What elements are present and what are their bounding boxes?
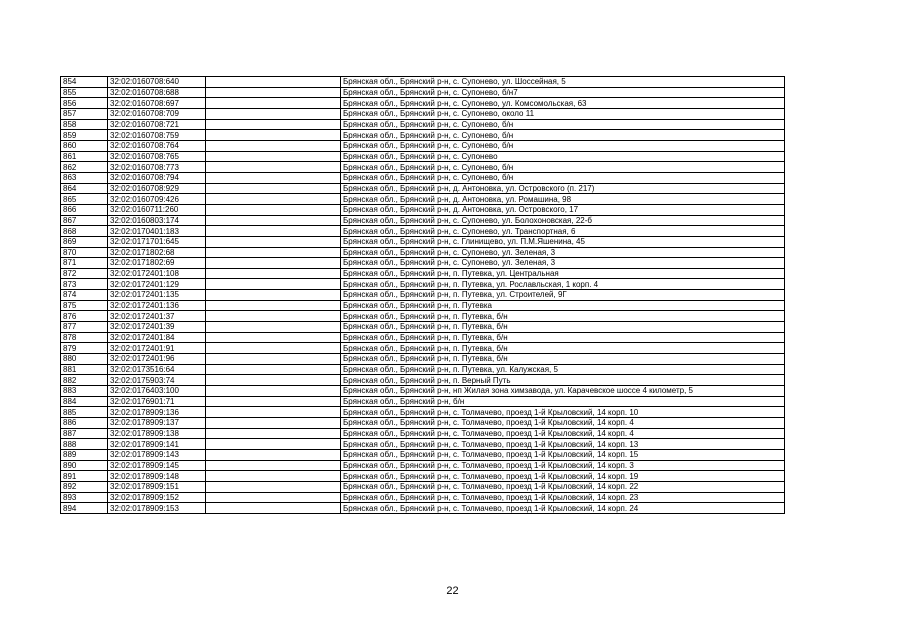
empty-cell (206, 151, 341, 162)
table-row (61, 311, 785, 322)
address: Брянская обл., Брянский р-н, с. Толмачево, проезд 1-й Крыловский, 14 корп. 15 (341, 449, 785, 460)
table-row (61, 172, 785, 183)
address: Брянская обл., Брянский р-н, с. Толмачево, проезд 1-й Крыловский, 14 корп. 13 (341, 439, 785, 450)
table-row (61, 226, 785, 237)
empty-cell (206, 247, 341, 258)
address: Брянская обл., Брянский р-н, п. Путевка, б/н (341, 332, 785, 343)
table-row (61, 407, 785, 418)
row-number: 869 (61, 236, 108, 247)
cadastral-number: 32:02:0178909:151 (108, 481, 206, 492)
address: Брянская обл., Брянский р-н, с. Толмачево, проезд 1-й Крыловский, 14 корп. 23 (341, 492, 785, 503)
table-row (61, 98, 785, 109)
address: Брянская обл., Брянский р-н, с. Супонево, б/н (341, 172, 785, 183)
table-body (61, 77, 785, 514)
cadastral-number: 32:02:0170401:183 (108, 226, 206, 237)
row-number: 870 (61, 247, 108, 258)
table-row (61, 449, 785, 460)
cadastral-number: 32:02:0172401:91 (108, 343, 206, 354)
address: Брянская обл., Брянский р-н, п. Путевка, б/н (341, 354, 785, 365)
empty-cell (206, 290, 341, 301)
table-row (61, 322, 785, 333)
table-row (61, 87, 785, 98)
table-row (61, 130, 785, 141)
empty-cell (206, 172, 341, 183)
address: Брянская обл., Брянский р-н, д. Антоновка, ул. Островского, 17 (341, 204, 785, 215)
table-row (61, 162, 785, 173)
cadastral-number: 32:02:0160803:174 (108, 215, 206, 226)
address: Брянская обл., Брянский р-н, с. Глинищево, ул. П.М.Яшенина, 45 (341, 236, 785, 247)
address: Брянская обл., Брянский р-н, с. Супонево, ул. Шоссейная, 5 (341, 77, 785, 88)
cadastral-number: 32:02:0175903:74 (108, 375, 206, 386)
address: Брянская обл., Брянский р-н, с. Супонево, б/н7 (341, 87, 785, 98)
row-number: 891 (61, 471, 108, 482)
address: Брянская обл., Брянский р-н, д. Антоновка, ул. Островского (п. 217) (341, 183, 785, 194)
table-row (61, 77, 785, 88)
cadastral-number: 32:02:0160708:709 (108, 108, 206, 119)
table-row (61, 300, 785, 311)
empty-cell (206, 98, 341, 109)
table-row (61, 396, 785, 407)
cadastral-number: 32:02:0160708:688 (108, 87, 206, 98)
address: Брянская обл., Брянский р-н, п. Путевка, б/н (341, 322, 785, 333)
table-row (61, 236, 785, 247)
row-number: 877 (61, 322, 108, 333)
table-row (61, 194, 785, 205)
cadastral-number: 32:02:0160708:765 (108, 151, 206, 162)
row-number: 884 (61, 396, 108, 407)
empty-cell (206, 449, 341, 460)
cadastral-number: 32:02:0160711:260 (108, 204, 206, 215)
table-row (61, 386, 785, 397)
row-number: 856 (61, 98, 108, 109)
cadastral-table (60, 76, 785, 514)
row-number: 874 (61, 290, 108, 301)
cadastral-number: 32:02:0176403:100 (108, 386, 206, 397)
page-number: 22 (446, 585, 459, 597)
cadastral-number: 32:02:0172401:108 (108, 268, 206, 279)
address: Брянская обл., Брянский р-н, п. Путевка, ул. Центральная (341, 268, 785, 279)
row-number: 883 (61, 386, 108, 397)
empty-cell (206, 119, 341, 130)
cadastral-number: 32:02:0178909:137 (108, 418, 206, 429)
address: Брянская обл., Брянский р-н, п. Путевка, б/н (341, 311, 785, 322)
cadastral-number: 32:02:0178909:145 (108, 460, 206, 471)
empty-cell (206, 343, 341, 354)
row-number: 867 (61, 215, 108, 226)
table-row (61, 119, 785, 130)
cadastral-number: 32:02:0172401:84 (108, 332, 206, 343)
row-number: 887 (61, 428, 108, 439)
table-row (61, 503, 785, 514)
row-number: 866 (61, 204, 108, 215)
cadastral-number: 32:02:0160708:759 (108, 130, 206, 141)
row-number: 861 (61, 151, 108, 162)
empty-cell (206, 108, 341, 119)
table-row (61, 418, 785, 429)
address: Брянская обл., Брянский р-н, с. Толмачево, проезд 1-й Крыловский, 14 корп. 4 (341, 428, 785, 439)
address: Брянская обл., Брянский р-н, с. Супонево, ул. Зеленая, 3 (341, 258, 785, 269)
empty-cell (206, 322, 341, 333)
row-number: 857 (61, 108, 108, 119)
empty-cell (206, 332, 341, 343)
table-row (61, 343, 785, 354)
cadastral-number: 32:02:0160708:697 (108, 98, 206, 109)
cadastral-number: 32:02:0172401:135 (108, 290, 206, 301)
row-number: 893 (61, 492, 108, 503)
cadastral-number: 32:02:0171701:645 (108, 236, 206, 247)
address: Брянская обл., Брянский р-н, с. Супонево, ул. Транспортная, 6 (341, 226, 785, 237)
empty-cell (206, 439, 341, 450)
empty-cell (206, 215, 341, 226)
empty-cell (206, 236, 341, 247)
address: Брянская обл., Брянский р-н, с. Толмачево, проезд 1-й Крыловский, 14 корп. 24 (341, 503, 785, 514)
row-number: 875 (61, 300, 108, 311)
table-row (61, 428, 785, 439)
row-number: 854 (61, 77, 108, 88)
row-number: 859 (61, 130, 108, 141)
table-row (61, 471, 785, 482)
cadastral-number: 32:02:0178909:153 (108, 503, 206, 514)
row-number: 865 (61, 194, 108, 205)
empty-cell (206, 418, 341, 429)
row-number: 855 (61, 87, 108, 98)
empty-cell (206, 386, 341, 397)
cadastral-number: 32:02:0172401:136 (108, 300, 206, 311)
address: Брянская обл., Брянский р-н, п. Верный Путь (341, 375, 785, 386)
row-number: 860 (61, 140, 108, 151)
cadastral-number: 32:02:0160708:764 (108, 140, 206, 151)
cadastral-number: 32:02:0172401:96 (108, 354, 206, 365)
empty-cell (206, 204, 341, 215)
empty-cell (206, 428, 341, 439)
address: Брянская обл., Брянский р-н, п. Путевка, ул. Рославльская, 1 корп. 4 (341, 279, 785, 290)
address: Брянская обл., Брянский р-н, с. Супонево, б/н (341, 140, 785, 151)
table-row (61, 332, 785, 343)
row-number: 886 (61, 418, 108, 429)
empty-cell (206, 503, 341, 514)
table-row (61, 492, 785, 503)
address: Брянская обл., Брянский р-н, нп Жилая зона химзавода, ул. Карачевское шоссе 4 километр, 5 (341, 386, 785, 397)
cadastral-number: 32:02:0160708:794 (108, 172, 206, 183)
table-row (61, 247, 785, 258)
table-row (61, 279, 785, 290)
empty-cell (206, 311, 341, 322)
cadastral-number: 32:02:0160708:640 (108, 77, 206, 88)
cadastral-number: 32:02:0171802:68 (108, 247, 206, 258)
table-row (61, 354, 785, 365)
row-number: 888 (61, 439, 108, 450)
cadastral-number: 32:02:0160708:721 (108, 119, 206, 130)
empty-cell (206, 279, 341, 290)
address: Брянская обл., Брянский р-н, с. Супонево, ул. Комсомольская, 63 (341, 98, 785, 109)
row-number: 862 (61, 162, 108, 173)
table-row (61, 375, 785, 386)
empty-cell (206, 375, 341, 386)
cadastral-number: 32:02:0178909:152 (108, 492, 206, 503)
table-row (61, 364, 785, 375)
table-row (61, 258, 785, 269)
empty-cell (206, 460, 341, 471)
address: Брянская обл., Брянский р-н, п. Путевка, б/н (341, 343, 785, 354)
row-number: 858 (61, 119, 108, 130)
empty-cell (206, 162, 341, 173)
empty-cell (206, 183, 341, 194)
empty-cell (206, 77, 341, 88)
cadastral-number: 32:02:0178909:138 (108, 428, 206, 439)
cadastral-number: 32:02:0178909:148 (108, 471, 206, 482)
table-row (61, 151, 785, 162)
row-number: 892 (61, 481, 108, 492)
row-number: 894 (61, 503, 108, 514)
table-row (61, 439, 785, 450)
row-number: 881 (61, 364, 108, 375)
table-row (61, 268, 785, 279)
table-row (61, 290, 785, 301)
cadastral-number: 32:02:0172401:37 (108, 311, 206, 322)
cadastral-number: 32:02:0171802:69 (108, 258, 206, 269)
row-number: 879 (61, 343, 108, 354)
table-row (61, 215, 785, 226)
row-number: 880 (61, 354, 108, 365)
cadastral-number: 32:02:0160709:426 (108, 194, 206, 205)
row-number: 882 (61, 375, 108, 386)
address: Брянская обл., Брянский р-н, с. Супонево (341, 151, 785, 162)
table-row (61, 183, 785, 194)
empty-cell (206, 130, 341, 141)
empty-cell (206, 492, 341, 503)
empty-cell (206, 364, 341, 375)
row-number: 863 (61, 172, 108, 183)
cadastral-number: 32:02:0178909:143 (108, 449, 206, 460)
empty-cell (206, 87, 341, 98)
empty-cell (206, 471, 341, 482)
address: Брянская обл., Брянский р-н, с. Супонево, б/н (341, 119, 785, 130)
empty-cell (206, 258, 341, 269)
row-number: 890 (61, 460, 108, 471)
address: Брянская обл., Брянский р-н, д. Антоновка, ул. Ромашина, 98 (341, 194, 785, 205)
cadastral-number: 32:02:0172401:129 (108, 279, 206, 290)
address: Брянская обл., Брянский р-н, с. Толмачево, проезд 1-й Крыловский, 14 корп. 10 (341, 407, 785, 418)
cadastral-number: 32:02:0172401:39 (108, 322, 206, 333)
address: Брянская обл., Брянский р-н, с. Толмачево, проезд 1-й Крыловский, 14 корп. 22 (341, 481, 785, 492)
row-number: 885 (61, 407, 108, 418)
cadastral-number: 32:02:0178909:136 (108, 407, 206, 418)
row-number: 889 (61, 449, 108, 460)
row-number: 876 (61, 311, 108, 322)
row-number: 873 (61, 279, 108, 290)
empty-cell (206, 396, 341, 407)
row-number: 871 (61, 258, 108, 269)
address: Брянская обл., Брянский р-н, с. Толмачево, проезд 1-й Крыловский, 14 корп. 3 (341, 460, 785, 471)
table-row (61, 140, 785, 151)
cadastral-number: 32:02:0178909:141 (108, 439, 206, 450)
table-row (61, 460, 785, 471)
address: Брянская обл., Брянский р-н, с. Супонево, ул. Болохоновская, 22-б (341, 215, 785, 226)
row-number: 868 (61, 226, 108, 237)
address: Брянская обл., Брянский р-н, с. Супонево, ул. Зеленая, 3 (341, 247, 785, 258)
table-row (61, 204, 785, 215)
cadastral-number: 32:02:0160708:773 (108, 162, 206, 173)
address: Брянская обл., Брянский р-н, п. Путевка, ул. Калужская, 5 (341, 364, 785, 375)
row-number: 872 (61, 268, 108, 279)
address: Брянская обл., Брянский р-н, п. Путевка, ул. Строителей, 9Г (341, 290, 785, 301)
table-row (61, 481, 785, 492)
cadastral-number: 32:02:0176901:71 (108, 396, 206, 407)
address: Брянская обл., Брянский р-н, б/н (341, 396, 785, 407)
empty-cell (206, 194, 341, 205)
empty-cell (206, 407, 341, 418)
address: Брянская обл., Брянский р-н, с. Толмачево, проезд 1-й Крыловский, 14 корп. 19 (341, 471, 785, 482)
cadastral-number: 32:02:0160708:929 (108, 183, 206, 194)
address: Брянская обл., Брянский р-н, с. Толмачево, проезд 1-й Крыловский, 14 корп. 4 (341, 418, 785, 429)
row-number: 878 (61, 332, 108, 343)
address: Брянская обл., Брянский р-н, с. Супонево, б/н (341, 162, 785, 173)
cadastral-number: 32:02:0173516:64 (108, 364, 206, 375)
address: Брянская обл., Брянский р-н, с. Супонево, около 11 (341, 108, 785, 119)
empty-cell (206, 268, 341, 279)
empty-cell (206, 354, 341, 365)
empty-cell (206, 140, 341, 151)
empty-cell (206, 226, 341, 237)
empty-cell (206, 300, 341, 311)
address: Брянская обл., Брянский р-н, п. Путевка (341, 300, 785, 311)
address: Брянская обл., Брянский р-н, с. Супонево, б/н (341, 130, 785, 141)
row-number: 864 (61, 183, 108, 194)
table-row (61, 108, 785, 119)
empty-cell (206, 481, 341, 492)
